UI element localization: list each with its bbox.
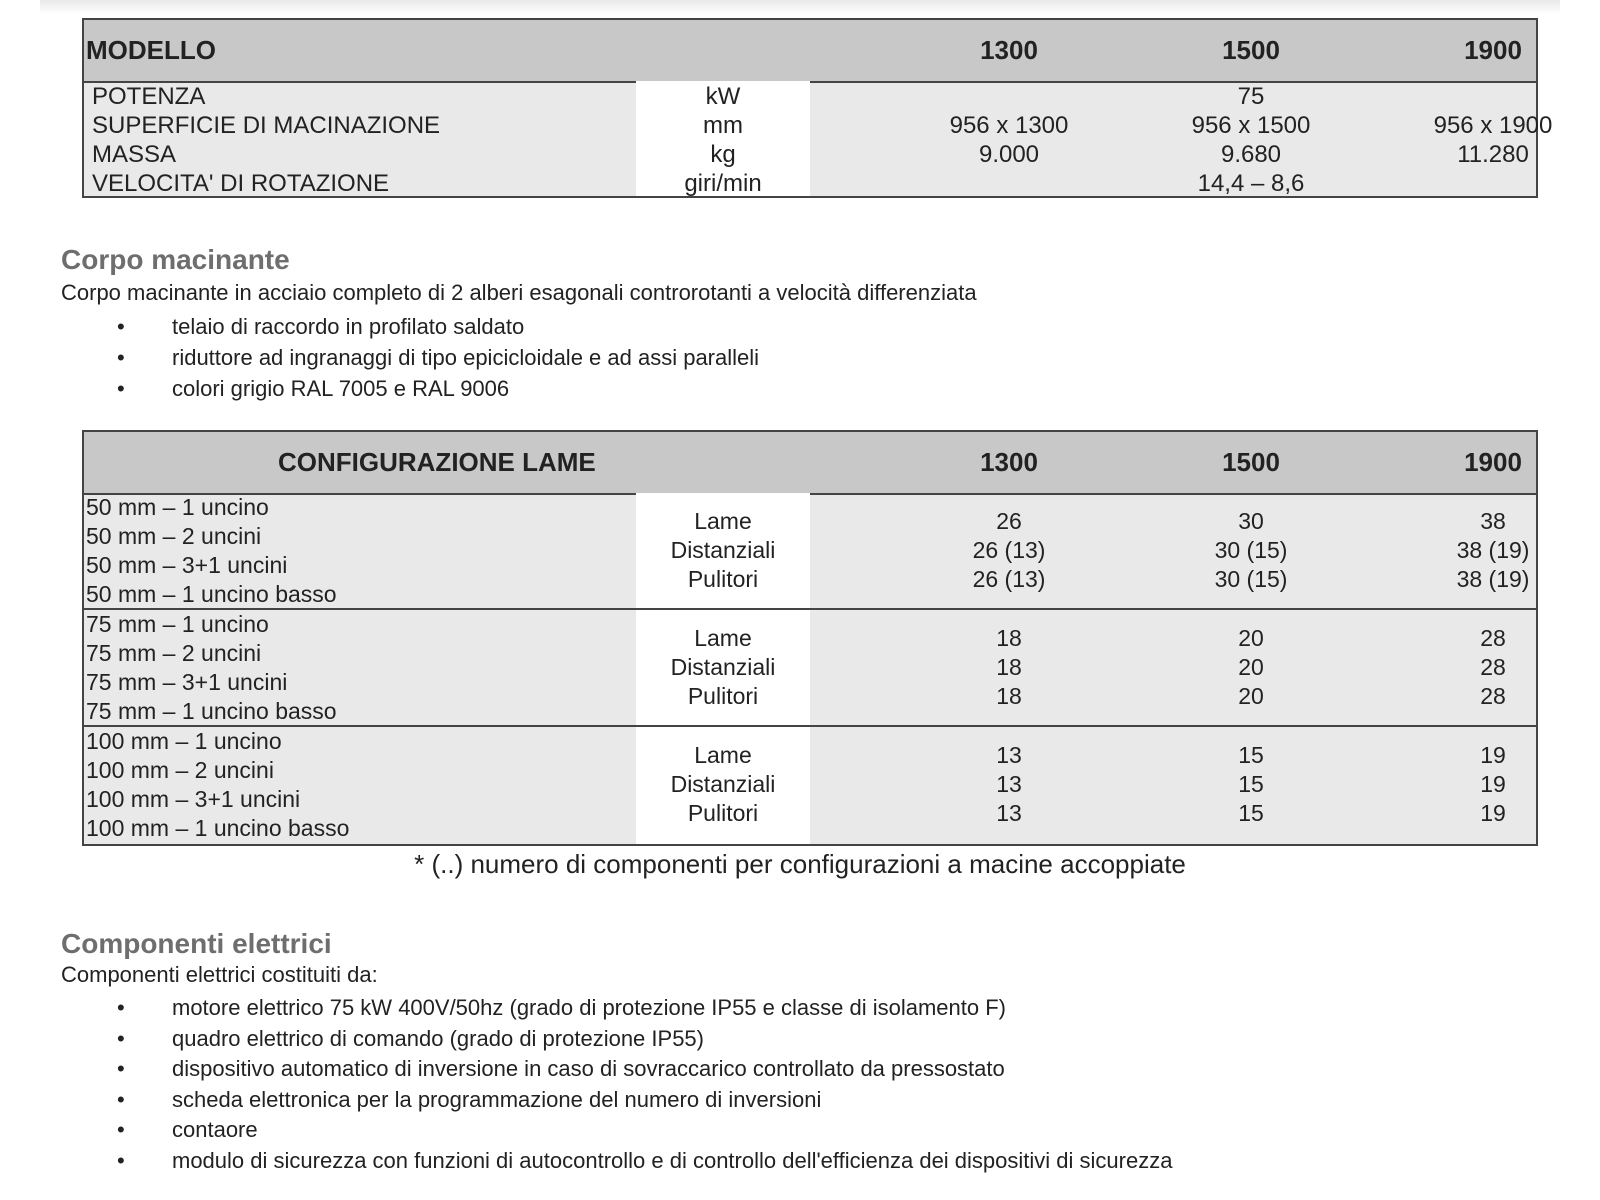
bullet-icon: • xyxy=(117,1117,125,1142)
spec-cell: 14,4 – 8,6 xyxy=(1197,170,1305,197)
config-cell: 15 xyxy=(1238,742,1264,768)
config-cell: 19 xyxy=(1480,742,1506,768)
config-cell: 20 xyxy=(1238,683,1264,709)
type-label: Lame xyxy=(694,625,752,651)
size-label: 75 mm – 2 uncini xyxy=(86,640,262,666)
group-values-1300 xyxy=(934,624,1084,711)
spec-label-velocita: VELOCITA' DI ROTAZIONE xyxy=(92,170,390,197)
spec-unit-potenza: kW xyxy=(705,83,741,110)
model-1300-header: 1300 xyxy=(980,35,1038,65)
config-group-100mm xyxy=(84,727,1536,844)
config-cell: 13 xyxy=(996,742,1022,768)
spec-unit-velocita: giri/min xyxy=(684,170,762,197)
size-list xyxy=(86,493,337,609)
list-item xyxy=(0,1115,1172,1146)
list-item-text: contaore xyxy=(172,1117,258,1142)
list-item-text: dispositivo automatico di inversione in caso di sovraccarico controllato da pressostato xyxy=(172,1056,1005,1081)
bullet-icon: • xyxy=(117,995,125,1020)
config-cell: 30 xyxy=(1238,508,1264,534)
size-label: 50 mm – 1 uncino basso xyxy=(86,581,337,607)
spec-cell: 75 xyxy=(1237,83,1265,110)
type-label: Pulitori xyxy=(687,566,759,592)
list-item xyxy=(0,1054,1172,1085)
type-label: Distanziali xyxy=(670,771,776,797)
spec-cell: 956 x 1300 xyxy=(949,112,1069,139)
spec-cell: 9.000 xyxy=(978,141,1040,168)
config-cell: 15 xyxy=(1238,771,1264,797)
config-cell: 28 xyxy=(1480,654,1506,680)
type-list xyxy=(636,507,810,594)
spec-label-superficie: SUPERFICIE DI MACINAZIONE xyxy=(92,112,441,139)
config-cell: 26 (13) xyxy=(972,537,1046,563)
type-label: Distanziali xyxy=(670,537,776,563)
elettrici-bullet-list xyxy=(0,993,1172,1176)
spec-values-1500 xyxy=(1176,82,1326,198)
group-values-1900 xyxy=(1418,507,1568,594)
config-cell: 28 xyxy=(1480,625,1506,651)
bullet-icon: • xyxy=(117,1086,125,1112)
config-cell: 30 (15) xyxy=(1214,566,1288,592)
bullet-icon: • xyxy=(117,314,125,339)
model-1900-header: 1900 xyxy=(1464,447,1522,477)
config-cell: 26 xyxy=(996,508,1022,534)
spec-cell xyxy=(1418,169,1568,198)
corpo-heading: Corpo macinante xyxy=(61,244,290,275)
list-item xyxy=(0,1024,1172,1055)
spec-cell xyxy=(934,82,1084,111)
size-label: 75 mm – 3+1 uncini xyxy=(86,669,288,695)
config-cell: 18 xyxy=(996,625,1022,651)
config-title: CONFIGURAZIONE LAME xyxy=(278,447,596,477)
config-footnote: * (..) numero di componenti per configurazioni a macine accoppiate xyxy=(414,849,1186,879)
group-values-1300 xyxy=(934,507,1084,594)
list-item-text: scheda elettronica per la programmazione del numero di inversioni xyxy=(172,1086,822,1112)
group-values-1900 xyxy=(1418,624,1568,711)
model-1500-header: 1500 xyxy=(1222,35,1280,65)
config-cell: 15 xyxy=(1238,800,1264,826)
type-label: Distanziali xyxy=(670,654,776,680)
config-cell: 20 xyxy=(1238,654,1264,680)
list-item-text: motore elettrico 75 kW 400V/50hz (grado di protezione IP55 e classe di isolamento F) xyxy=(172,995,1006,1020)
list-item xyxy=(0,373,759,404)
size-label: 75 mm – 1 uncino xyxy=(86,611,269,637)
list-item xyxy=(0,1146,1172,1177)
bullet-icon: • xyxy=(117,345,125,370)
type-list xyxy=(636,741,810,828)
list-item xyxy=(0,311,759,342)
list-item xyxy=(0,993,1172,1024)
elettrici-heading: Componenti elettrici xyxy=(61,928,332,959)
config-cell: 28 xyxy=(1480,683,1506,709)
spec-values-1300 xyxy=(934,82,1084,198)
config-cell: 30 (15) xyxy=(1214,537,1288,563)
list-item-text: colori grigio RAL 7005 e RAL 9006 xyxy=(172,376,510,401)
list-item-text: modulo di sicurezza con funzioni di autocontrollo e di controllo dell'efficienza dei dispositivi di sicurezza xyxy=(172,1147,1173,1173)
bullet-icon: • xyxy=(117,376,125,401)
spec-labels xyxy=(92,82,440,198)
size-label: 75 mm – 1 uncino basso xyxy=(86,698,337,724)
spec-cell: 956 x 1900 xyxy=(1433,112,1553,139)
list-item-text: riduttore ad ingranaggi di tipo epicicloidale e ad assi paralleli xyxy=(172,345,760,370)
elettrici-intro: Componenti elettrici costituiti da: xyxy=(61,962,378,987)
config-group-50mm xyxy=(84,493,1536,610)
bullet-icon: • xyxy=(117,1147,125,1173)
size-label: 100 mm – 2 uncini xyxy=(86,757,274,783)
spec-units xyxy=(636,82,810,198)
config-cell: 20 xyxy=(1238,625,1264,651)
size-label: 50 mm – 2 uncini xyxy=(86,523,262,549)
size-label: 50 mm – 3+1 uncini xyxy=(86,552,288,578)
model-header-label: MODELLO xyxy=(86,35,216,65)
config-cell: 19 xyxy=(1480,800,1506,826)
config-cell: 38 (19) xyxy=(1456,566,1530,592)
group-values-1500 xyxy=(1176,624,1326,711)
spec-label-massa: MASSA xyxy=(92,141,177,168)
size-label: 100 mm – 3+1 uncini xyxy=(86,786,301,812)
type-list xyxy=(636,624,810,711)
config-cell: 13 xyxy=(996,771,1022,797)
spec-cell: 9.680 xyxy=(1220,141,1282,168)
spec-cell xyxy=(1418,82,1568,111)
config-cell: 38 xyxy=(1480,508,1506,534)
top-shadow xyxy=(40,0,1560,14)
size-label: 100 mm – 1 uncino basso xyxy=(86,815,350,841)
corpo-intro: Corpo macinante in acciaio completo di 2 alberi esagonali controrotanti a velocità differenziata xyxy=(61,280,977,305)
config-cell: 19 xyxy=(1480,771,1506,797)
size-label: 100 mm – 1 uncino xyxy=(86,728,282,754)
type-label: Pulitori xyxy=(687,800,759,826)
size-list xyxy=(86,727,349,843)
group-values-1500 xyxy=(1176,741,1326,828)
config-cell: 38 (19) xyxy=(1456,537,1530,563)
list-item-text: telaio di raccordo in profilato saldato xyxy=(172,314,525,339)
config-cell: 18 xyxy=(996,683,1022,709)
type-label: Lame xyxy=(694,508,752,534)
size-list xyxy=(86,610,337,726)
spec-table xyxy=(82,18,1553,198)
model-1300-header: 1300 xyxy=(980,447,1038,477)
list-item xyxy=(0,342,759,373)
corpo-bullet-list xyxy=(0,311,759,404)
group-values-1300 xyxy=(934,741,1084,828)
spec-label-potenza: POTENZA xyxy=(92,83,206,110)
spec-cell: 11.280 xyxy=(1457,141,1529,168)
config-cell: 13 xyxy=(996,800,1022,826)
list-item-text: quadro elettrico di comando (grado di protezione IP55) xyxy=(172,1025,704,1051)
config-cell: 26 (13) xyxy=(972,566,1046,592)
config-table-header xyxy=(84,432,1536,495)
type-label: Lame xyxy=(694,742,752,768)
spec-table-header xyxy=(84,20,1536,83)
model-1900-header: 1900 xyxy=(1464,35,1522,65)
group-values-1900 xyxy=(1418,741,1568,828)
bullet-icon: • xyxy=(117,1056,125,1081)
config-table xyxy=(82,430,1538,846)
spec-unit-superficie: mm xyxy=(703,112,743,139)
spec-values-1900 xyxy=(1418,82,1568,198)
list-item xyxy=(0,1085,1172,1116)
spec-cell xyxy=(934,169,1084,198)
config-group-75mm xyxy=(84,610,1536,727)
spec-cell: 956 x 1500 xyxy=(1191,112,1311,139)
type-label: Pulitori xyxy=(687,683,759,709)
model-1500-header: 1500 xyxy=(1222,447,1280,477)
bullet-icon: • xyxy=(117,1025,125,1051)
config-cell: 18 xyxy=(996,654,1022,680)
spec-unit-massa: kg xyxy=(710,141,736,168)
size-label: 50 mm – 1 uncino xyxy=(86,494,269,520)
group-values-1500 xyxy=(1176,507,1326,594)
